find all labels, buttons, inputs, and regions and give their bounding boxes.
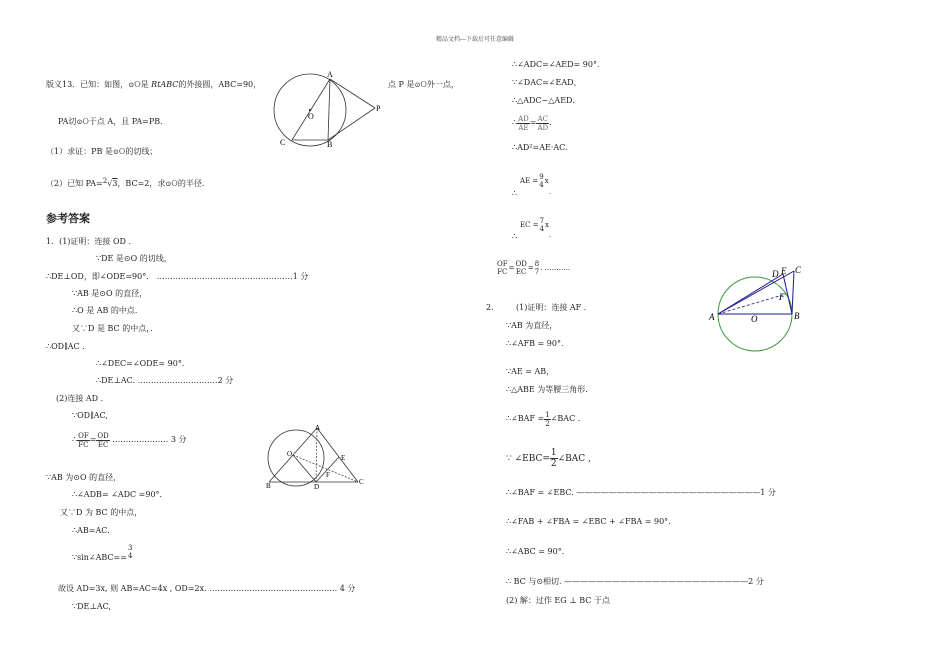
fig1-label-c: C [280,138,286,147]
fig2-label-c: C [359,478,364,486]
figure-triangle-circle [258,422,370,490]
fig3-line-bc [792,271,794,314]
s-line-3: ∴∠AFB = 90°. [506,339,564,348]
ans-line-13: ∵AB 为⊙O 的直径， [46,473,122,482]
s-line-9: ∴∠FAB + ∠FBA = ∠EBC + ∠FBA = 90°. [506,517,671,526]
fig1-label-a: A [327,70,333,79]
fig1-label-b: B [327,140,333,149]
r-line-6-dot: . [549,188,552,196]
r-line-9: ∴ [512,232,518,241]
fig2-label-b: B [266,482,271,490]
ans-line-6: 又∵D 是 BC 的中点，． [72,324,159,333]
q13-line1-tail: 点 P 是⊙O外一点， [388,80,459,89]
r-line-5: ∴AD²=AE·AC. [512,143,568,152]
s-line-10: ∴∠ABC = 90°. [506,547,565,556]
ans-line-9: ∴DE⊥AC. …………………………2 分 [96,376,234,385]
ans-line-7: ∴OD∥AC . [46,342,85,351]
s-num: 2. [486,303,494,312]
s-line-4: ∵AE = AB， [506,367,555,376]
r-line-7: ∴ [512,189,518,198]
fig3-label-o: O [751,314,758,324]
ans-line-8: ∴∠DEC=∠ODE= 90°． [96,359,190,368]
figure-green-circle [706,262,816,354]
fig3-line-af [718,294,786,314]
ans-line-11: ∵OD∥AC, [72,411,108,420]
q13-part2: （2）已知 PA=2√3，BC=2，求⊙O的半径. [46,177,205,188]
r-line-4: ∴ $\frac{AD}{AE}$ = $\frac{AC}{AD}$ . [512,114,552,132]
fig2-line-od [293,455,316,482]
figure-circle-tangent [270,70,390,150]
s-line-6: ∴∠BAF = $\frac{1}{2}$ ∠BAC . [506,410,581,428]
fig3-label-e: E [781,266,787,276]
ans-line-12: ∴ $\frac{OF}{FC}$ = $\frac{OD}{EC}$ ………………… 3 分 [72,431,187,449]
ans-line-2: ∵DE 是⊙O 的切线， [96,254,172,263]
s-line-2: ∵AB 为直径， [506,321,558,330]
fig2-label-a: A [315,424,321,432]
fig2-label-e: E [341,454,346,462]
fig2-label-f: F [326,471,330,479]
s-line-12: (2) 解：过作 EG ⊥ BC 于点 [506,596,610,605]
page-header: 精品文档---下载后可任意编辑 [435,36,515,43]
fig3-label-a: A [709,312,715,322]
s-line-11: ∴ BC 与⊙相切. ———————————————————————2 分 [506,577,764,586]
fig3-label-b: B [794,311,800,321]
r-line-8: EC = 7 4 x [520,217,549,233]
r-line-10: OF FC = OD EC = 8 7 . ……….. [497,260,571,276]
fig1-label-o: O [308,112,314,121]
fig3-label-c: C [795,265,802,275]
answers-title: 参考答案 [46,212,90,225]
ans-line-16: ∴AB=AC. [72,526,110,535]
ans-line-4: ∵AB 是⊙O 的直径， [72,289,148,298]
ans-line-19: ∵DE⊥AC, [72,602,112,611]
fig1-line-ab [328,79,330,140]
s-line-1: (1)证明：连接 AF . [516,303,587,312]
fig1-line-pa [330,79,375,108]
q13-line1: 版义13．已知：如图，⊙O是 RtABC的外接圆，ABC=90， [46,80,262,89]
fig3-line-ae [718,274,783,314]
ans-line-3: ∴DE⊥OD，即∠ODE=90°． ……………………………………………1 分 [46,272,309,281]
q13-part1: （1）求证：PB 是⊙O的切线； [46,147,158,156]
r-line-1: ∴∠ADC=∠AED= 90°. [512,60,600,69]
ans-line-15: 又∵D 为 BC 的中点， [60,508,143,517]
fig1-label-p: P [376,104,381,113]
ans-line-18: 故设 AD=3x, 则 AB=AC=4x , OD=2x. ………………………………………… 4 分 [58,584,356,593]
s-line-5: ∴△ABE 为等腰三角形. [506,385,588,394]
s-line-7: ∵ ∠EBC= $\frac{1}{2}$ ∠BAC , [506,448,591,469]
r-line-3: ∴△ADC∽△AED. [512,96,575,105]
ans-line-17: ∵sin∠ABC== 3 4 [72,544,133,562]
r-line-8-dot: . [549,231,552,239]
r-line-6: AE = 9 4 x [520,173,549,189]
fig3-label-f: F [779,292,785,302]
r-line-2: ∵∠DAC=∠EAD， [512,78,582,87]
ans-line-10: (2)连接 AD . [56,394,104,403]
ans-line-1: 1．(1)证明：连接 OD . [46,237,132,246]
fig1-center-dot [309,109,311,111]
s-line-8: ∴∠BAF = ∠EBC. ———————————————————————1 分 [506,488,776,497]
fig3-label-d: D [772,269,779,279]
fig1-line-pb [328,108,375,140]
q13-line2: PA切⊙O于点 A，且 PA=PB. [58,117,163,126]
fig2-line-ad [316,428,317,482]
ans-line-5: ∴O 是 AB 的中点. [72,306,138,315]
ans-line-14: ∴∠ADB= ∠ADC =90°． [72,490,168,499]
fig2-label-d: D [314,483,320,491]
fig2-label-o: O [287,450,293,458]
